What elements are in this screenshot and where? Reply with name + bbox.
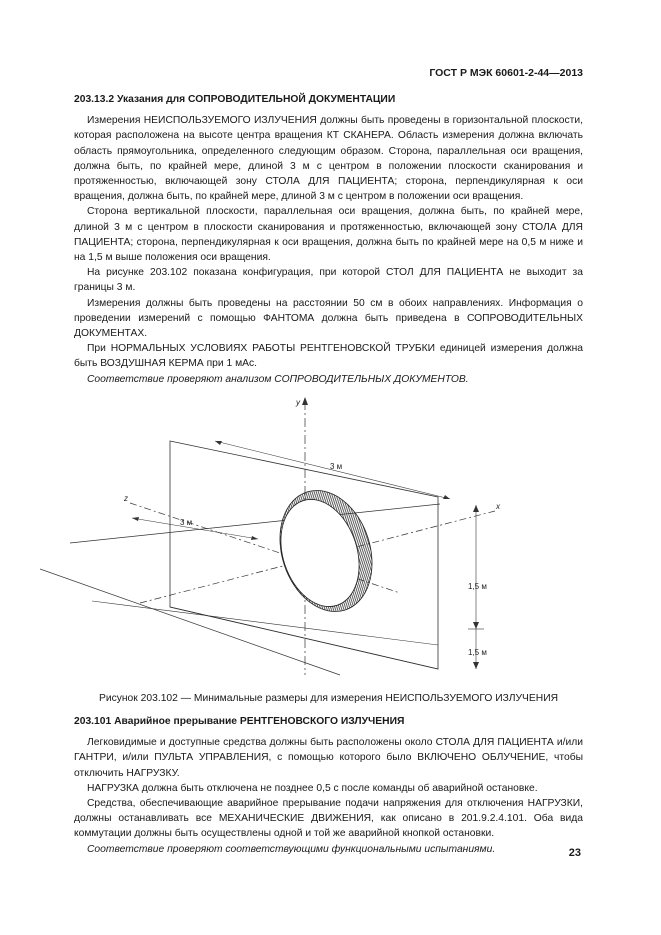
dimension-top-label: 3 м	[330, 461, 343, 471]
axis-label-z: z	[124, 493, 128, 503]
dimension-left	[132, 518, 258, 539]
axis-label-x: x	[496, 501, 500, 511]
paragraph: НАГРУЗКА должна быть отключена не позднее 0,5 с после команды об аварийной остановке.	[87, 782, 538, 794]
section-heading-203-13-2: 203.13.2 Указания для СОПРОВОДИТЕЛЬНОЙ ДОКУМЕНТАЦИИ	[74, 94, 396, 105]
plane-line	[70, 504, 440, 543]
paragraph: Средства, обеспечивающие аварийное прерывание подачи напряжения для отключения НАГРУЗКИ, должны останавливать все МЕХАНИЧЕСКИЕ ДВИЖЕНИЯ, как описано в 201.9.2.4.101. Оба вида коммутации должны быть осуществлены одной и той же аварийной кнопкой остановки.	[74, 798, 583, 840]
page-number: 23	[568, 847, 581, 859]
axis-label-y: y	[296, 397, 300, 407]
paragraph: Измерения НЕИСПОЛЬЗУЕМОГО ИЗЛУЧЕНИЯ должны быть проведены в горизонтальной плоскости, которая расположена на высоте центра вращения КТ СКАНЕРА. Область измерения должна включать область прямоугольника, определенного следующим образом. Сторона, параллельная оси вращения, должна быть, по крайней мере, длиной 3 м с центром в положении плоскости сканирования и протяженностью, включающей зону СТОЛА ДЛЯ ПАЦИЕНТА; сторона, перпендикулярная к оси вращения, должна быть, по крайней мере, длиной 3 м с центром в положении оси вращения.	[74, 115, 583, 203]
standard-header: ГОСТ Р МЭК 60601-2-44—2013	[429, 67, 583, 79]
dimension-left-label: 3 м	[180, 517, 193, 527]
section-heading-203-101: 203.101 Аварийное прерывание РЕНТГЕНОВСКОГО ИЗЛУЧЕНИЯ	[74, 716, 405, 728]
dimension-lower-label: 1,5 м	[468, 647, 487, 657]
measurement-diagram	[40, 393, 560, 683]
page-content	[74, 92, 583, 857]
paragraph: Измерения должны быть проведены на расстоянии 50 см в обоих направлениях. Информация о проведении измерений с помощью ФАНТОМА должна быть приведена в СОПРОВОДИТЕЛЬНЫХ ДОКУМЕНТАХ.	[74, 297, 583, 340]
compliance-note: Соответствие проверяют соответствующими функциональными испытаниями.	[87, 843, 496, 855]
paragraph: На рисунке 203.102 показана конфигурация, при которой СТОЛ ДЛЯ ПАЦИЕНТА не выходит за границы 3 м.	[74, 267, 583, 294]
figure-203-102	[74, 393, 583, 683]
paragraph: При НОРМАЛЬНЫХ УСЛОВИЯХ РАБОТЫ РЕНТГЕНОВСКОЙ ТРУБКИ единицей измерения должна быть ВОЗДУШНАЯ КЕРМА при 1 мАс.	[74, 343, 583, 370]
paragraph: Сторона вертикальной плоскости, параллельная оси вращения, должна быть, по крайней мере, длиной 3 м с центром в плоскости сканирования и протяженностью, включающей зону СТОЛА ДЛЯ ПАЦИЕНТА; сторона, перпендикулярная к оси вращения, должна быть по крайней мере на 0,5 м ниже и на 1,5 м выше положения оси вращения.	[74, 206, 583, 264]
figure-caption: Рисунок 203.102 — Минимальные размеры для измерения НЕИСПОЛЬЗУЕМОГО ИЗЛУЧЕНИЯ	[98, 692, 559, 704]
dimension-upper-label: 1,5 м	[468, 581, 487, 591]
plane-line	[92, 601, 438, 645]
paragraph: Легковидимые и доступные средства должны быть расположены около СТОЛА ДЛЯ ПАЦИЕНТА и/или ГАНТРИ, и/или ПУЛЬТА УПРАВЛЕНИЯ, с помощью которого было ВКЛЮЧЕНО ОБЛУЧЕНИЕ, чтобы отключить НАГРУЗКУ.	[74, 737, 583, 779]
compliance-note: Соответствие проверяют анализом СОПРОВОДИТЕЛЬНЫХ ДОКУМЕНТОВ.	[87, 373, 469, 385]
